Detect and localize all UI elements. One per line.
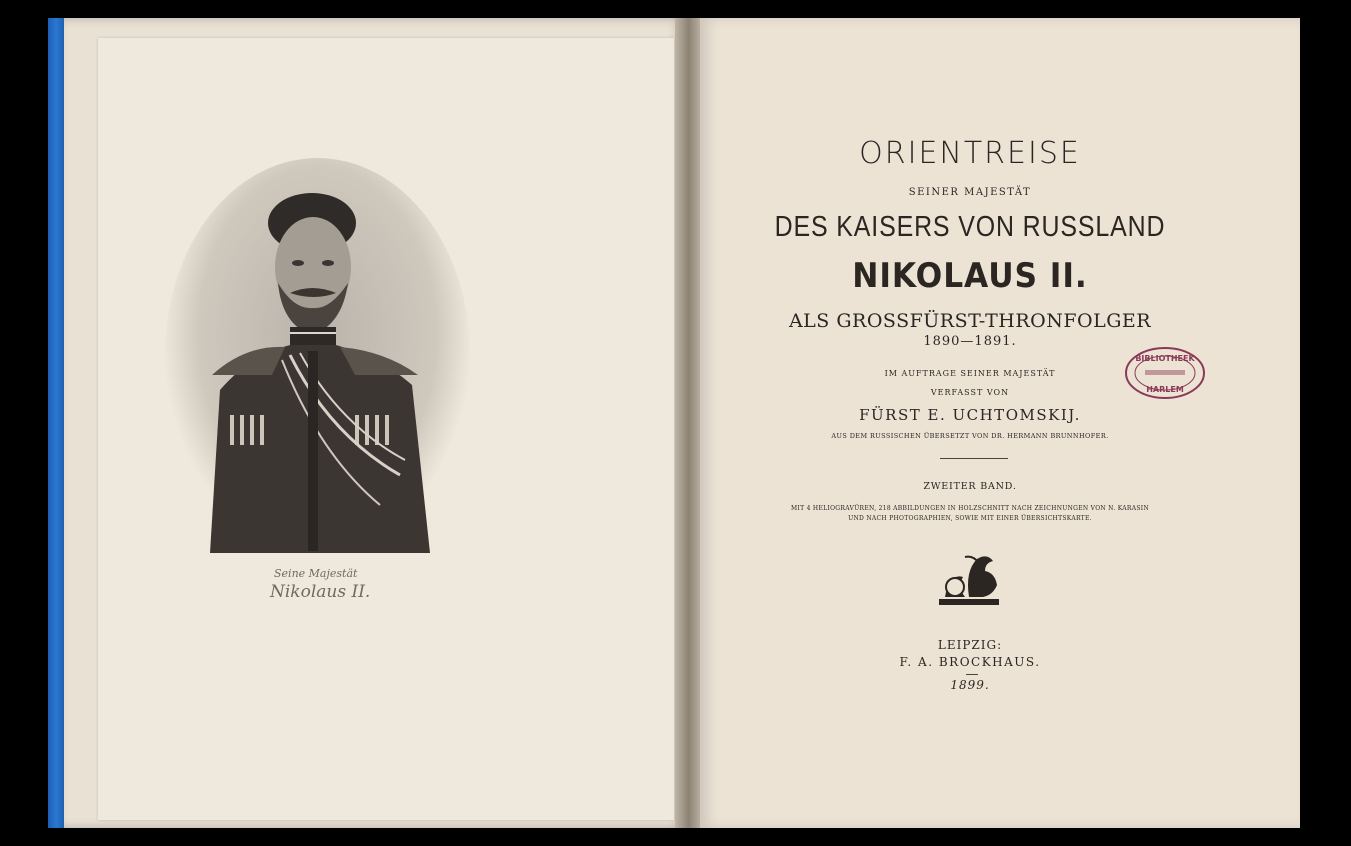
title-page [700, 18, 1300, 828]
stamp-bottom-text: HARLEM [1146, 385, 1184, 394]
subtitle-als: ALS GROSSFÜRST-THRONFOLGER [788, 310, 1152, 332]
subtitle-des-kaisers: DES KAISERS VON RUSSLAND [774, 211, 1166, 243]
subtitle-nikolaus: NIKOLAUS II. [852, 256, 1088, 296]
signature-line-2: Nikolaus II. [270, 582, 371, 602]
subtitle-seiner-majestat: SEINER MAJESTÄT [908, 187, 1032, 198]
illustrations-line-2: UND NACH PHOTOGRAPHIEN, SOWIE MIT EINER ÜBERSICHTSKARTE. [848, 515, 1092, 522]
publisher-device-icon [935, 551, 1005, 611]
publication-year: 1899. [950, 678, 990, 692]
illustrations-line-1: MIT 4 HELIOGRAVÜREN, 218 ABBILDUNGEN IN HOLZSCHNITT NACH ZEICHNUNGEN VON N. KARASIN [790, 505, 1150, 512]
im-auftrage-line: IM AUFTRAGE SEINER MAJESTÄT [884, 369, 1056, 378]
stamp-top-text: BIBLIOTHEEK [1135, 354, 1195, 363]
publisher-city: LEIPZIG: [937, 638, 1003, 652]
publisher-name: F. A. BROCKHAUS. [899, 655, 1041, 669]
author-name: FÜRST E. UCHTOMSKIJ. [859, 406, 1081, 424]
translator-line: AUS DEM RUSSISCHEN ÜBERSETZT VON DR. HERMANN BRUNNHOFER. [831, 432, 1109, 440]
imprint-divider [966, 674, 978, 675]
travel-years: 1890—1891. [923, 334, 1017, 349]
library-stamp [1123, 344, 1207, 402]
volume-label: ZWEITER BAND. [923, 481, 1017, 492]
book-title: ORIENTREISE [859, 136, 1081, 171]
signature-line-1: Seine Majestät [274, 567, 358, 580]
portrait-signature [270, 567, 390, 602]
verfasst-von-line: VERFASST VON [930, 388, 1010, 397]
portrait-image [190, 175, 445, 560]
title-divider [940, 458, 1008, 459]
